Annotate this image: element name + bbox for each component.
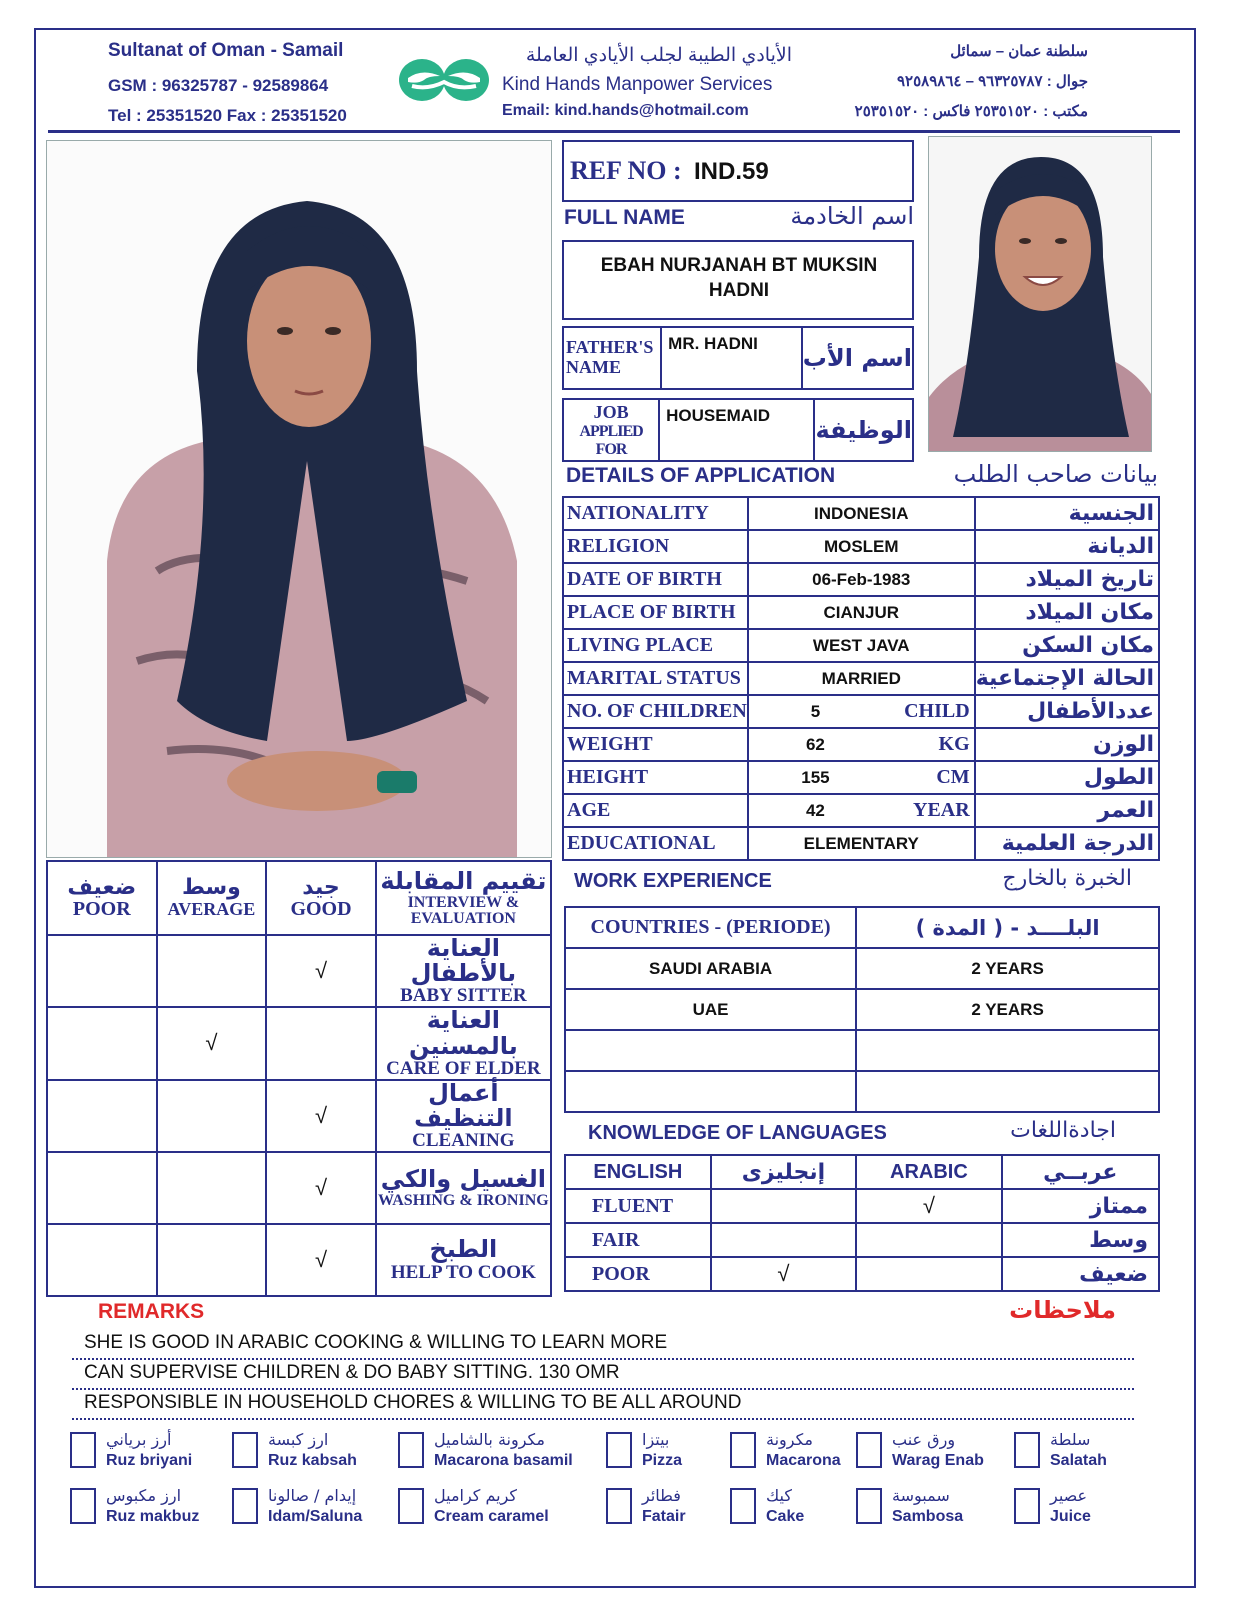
arabic-header: ARABIC bbox=[856, 1155, 1001, 1189]
remark-line-2 bbox=[72, 1360, 1134, 1390]
food-label-ar: كيك bbox=[766, 1486, 792, 1505]
food-label: Pizza bbox=[642, 1452, 683, 1469]
food-checkbox[interactable] bbox=[606, 1488, 632, 1524]
food-checkbox[interactable] bbox=[730, 1432, 756, 1468]
food-label: Ruz makbuz bbox=[106, 1508, 200, 1525]
arabic-cell bbox=[856, 1189, 1001, 1223]
details-row bbox=[563, 563, 1159, 596]
details-label-ar: الدرجة العلمية bbox=[975, 827, 1159, 860]
rating-cell-good bbox=[266, 1224, 375, 1296]
details-unit: KG bbox=[882, 728, 975, 761]
full-name-label-ar: اسم الخادمة bbox=[790, 202, 914, 230]
language-level: FLUENT bbox=[565, 1189, 711, 1223]
food-checkbox[interactable] bbox=[232, 1432, 258, 1468]
rating-cell-good bbox=[266, 1152, 375, 1224]
language-row bbox=[565, 1189, 1159, 1223]
food-label-ar: ارز مكبوس bbox=[106, 1486, 182, 1505]
remark-line-3 bbox=[72, 1390, 1134, 1420]
details-label-ar: الجنسية bbox=[975, 497, 1159, 530]
details-label: NATIONALITY bbox=[563, 497, 748, 530]
english-header-ar: إنجليزى bbox=[711, 1155, 856, 1189]
details-row bbox=[563, 662, 1159, 695]
poor-header: POOR bbox=[72, 898, 131, 921]
details-label: NO. OF CHILDREN bbox=[563, 695, 748, 728]
work-country bbox=[565, 1071, 856, 1112]
skill-label: HELP TO COOK bbox=[390, 1261, 536, 1283]
details-label-ar: الوزن bbox=[975, 728, 1159, 761]
food-label-ar: كريم كراميل bbox=[434, 1486, 518, 1505]
language-level-ar: وسط bbox=[1002, 1223, 1159, 1257]
food-label: Juice bbox=[1050, 1508, 1091, 1525]
details-value: 155 bbox=[748, 761, 882, 794]
details-row bbox=[563, 695, 1159, 728]
company-name-en: Kind Hands Manpower Services bbox=[502, 74, 773, 95]
details-row bbox=[563, 794, 1159, 827]
food-checkbox[interactable] bbox=[730, 1488, 756, 1524]
good-header-ar: جيد bbox=[302, 874, 340, 900]
details-label: WEIGHT bbox=[563, 728, 748, 761]
rating-cell-good bbox=[266, 1080, 375, 1152]
remark-line-1 bbox=[72, 1330, 1134, 1360]
header-gsm: GSM : 96325787 - 92589864 bbox=[108, 76, 329, 95]
tick-icon: √ bbox=[922, 1193, 935, 1218]
food-label-ar: ارز كبسة bbox=[268, 1430, 329, 1449]
food-checkbox[interactable] bbox=[398, 1432, 424, 1468]
evaluation-header: INTERVIEW & EVALUATION bbox=[407, 893, 520, 927]
english-header: ENGLISH bbox=[565, 1155, 711, 1189]
skill-label-ar: العناية بالأطفال bbox=[410, 934, 517, 988]
job-table bbox=[562, 398, 914, 462]
full-name-value: EBAH NURJANAH BT MUKSIN HADNI bbox=[600, 255, 878, 301]
full-body-photo bbox=[46, 140, 552, 858]
work-period bbox=[856, 1071, 1159, 1112]
food-label: Sambosa bbox=[892, 1508, 964, 1525]
rating-cell-poor bbox=[47, 1080, 157, 1152]
rating-cell-average bbox=[157, 935, 267, 1007]
language-row bbox=[565, 1223, 1159, 1257]
english-cell bbox=[711, 1257, 856, 1291]
food-label: Macarona basamil bbox=[434, 1452, 573, 1469]
languages-title-ar: اجادةاللغات bbox=[1010, 1118, 1116, 1143]
details-label: MARITAL STATUS bbox=[563, 662, 748, 695]
work-period: 2 YEARS bbox=[856, 948, 1159, 989]
details-value: CIANJUR bbox=[748, 596, 975, 629]
details-value: MOSLEM bbox=[748, 530, 975, 563]
details-label: HEIGHT bbox=[563, 761, 748, 794]
job-value: HOUSEMAID bbox=[666, 406, 771, 425]
rating-cell-poor bbox=[47, 1007, 157, 1079]
details-value: ELEMENTARY bbox=[748, 827, 975, 860]
header-divider bbox=[48, 130, 1180, 133]
food-label-ar: سلطة bbox=[1050, 1430, 1091, 1449]
work-row bbox=[565, 989, 1159, 1030]
details-table bbox=[562, 496, 1160, 861]
arabic-cell bbox=[856, 1223, 1001, 1257]
food-label: Ruz kabsah bbox=[268, 1452, 357, 1469]
food-label-ar: ورق عنب bbox=[892, 1430, 956, 1449]
details-label: AGE bbox=[563, 794, 748, 827]
details-row bbox=[563, 497, 1159, 530]
food-checkbox[interactable] bbox=[70, 1432, 96, 1468]
header-tel: Tel : 25351520 Fax : 25351520 bbox=[108, 106, 347, 125]
language-level: FAIR bbox=[565, 1223, 711, 1257]
work-col-ar: البلــــد - ( المدة ) bbox=[856, 907, 1159, 948]
food-label-ar: بيتزا bbox=[642, 1430, 670, 1449]
details-label-ar: الطول bbox=[975, 761, 1159, 794]
arabic-header-ar: عربــي bbox=[1002, 1155, 1159, 1189]
food-label-ar: عصير bbox=[1050, 1486, 1088, 1505]
food-label: Cream caramel bbox=[434, 1508, 549, 1525]
skill-cell bbox=[376, 1152, 551, 1224]
company-name-ar: الأيادي الطيبة لجلب الأيادي العاملة bbox=[525, 45, 792, 66]
work-col-countries: COUNTRIES - (PERIODE) bbox=[565, 907, 856, 948]
father-label-ar: اسم الأب bbox=[802, 344, 912, 372]
evaluation-row bbox=[47, 1080, 551, 1152]
food-label-ar: فطائر bbox=[642, 1486, 681, 1505]
details-value: WEST JAVA bbox=[748, 629, 975, 662]
tick-icon: √ bbox=[314, 958, 328, 984]
skill-label-ar: العناية بالمسنين bbox=[408, 1006, 518, 1060]
rating-cell-average bbox=[157, 1224, 267, 1296]
ref-label: REF NO : bbox=[570, 156, 682, 185]
rating-cell-poor bbox=[47, 935, 157, 1007]
food-checkbox[interactable] bbox=[1014, 1488, 1040, 1524]
details-value: 62 bbox=[748, 728, 882, 761]
work-row bbox=[565, 1030, 1159, 1071]
tick-icon: √ bbox=[205, 1030, 218, 1056]
food-label-ar: مكرونة bbox=[766, 1430, 813, 1449]
food-checkbox[interactable] bbox=[232, 1488, 258, 1524]
skill-label-ar: أعمال التنظيف bbox=[414, 1078, 513, 1132]
rating-cell-poor bbox=[47, 1152, 157, 1224]
skill-label: WASHING & IRONING bbox=[378, 1191, 549, 1209]
father-label: FATHER'S NAME bbox=[566, 337, 654, 377]
skill-label: BABY SITTER bbox=[400, 985, 527, 1007]
work-country: SAUDI ARABIA bbox=[565, 948, 856, 989]
food-label-ar: سمبوسة bbox=[892, 1486, 950, 1505]
details-unit: YEAR bbox=[882, 794, 975, 827]
work-row bbox=[565, 1071, 1159, 1112]
details-value: MARRIED bbox=[748, 662, 975, 695]
details-label-ar: مكان السكن bbox=[975, 629, 1159, 662]
evaluation-table bbox=[46, 860, 552, 1297]
work-country bbox=[565, 1030, 856, 1071]
work-table bbox=[564, 906, 1160, 1113]
rating-cell-average bbox=[157, 1080, 267, 1152]
header-location-ar: سلطنة عمان – سمائل bbox=[950, 43, 1088, 60]
language-level-ar: ضعيف bbox=[1002, 1257, 1159, 1291]
details-unit: CHILD bbox=[882, 695, 975, 728]
food-label: Salatah bbox=[1050, 1452, 1107, 1469]
kind-hands-logo-icon bbox=[398, 56, 490, 104]
header-location: Sultanat of Oman - Samail bbox=[108, 40, 344, 61]
details-label-ar: الديانة bbox=[975, 530, 1159, 563]
food-label: Cake bbox=[766, 1508, 805, 1525]
good-header: GOOD bbox=[290, 898, 352, 921]
details-value: INDONESIA bbox=[748, 497, 975, 530]
food-label: Macarona bbox=[766, 1452, 841, 1469]
average-header: AVERAGE bbox=[167, 899, 256, 920]
food-checkbox[interactable] bbox=[398, 1488, 424, 1524]
food-label: Ruz briyani bbox=[106, 1452, 193, 1469]
evaluation-row bbox=[47, 1007, 551, 1079]
tick-icon: √ bbox=[314, 1102, 328, 1128]
language-row bbox=[565, 1257, 1159, 1291]
details-value: 42 bbox=[748, 794, 882, 827]
details-label: RELIGION bbox=[563, 530, 748, 563]
details-label-ar: العمر bbox=[975, 794, 1159, 827]
skill-label-ar: الطبخ bbox=[429, 1235, 498, 1264]
evaluation-row bbox=[47, 1152, 551, 1224]
job-label-line2: APPLIED FOR bbox=[579, 422, 643, 458]
skill-label: CARE OF ELDER bbox=[386, 1057, 541, 1079]
header-office-ar: مكتب : ٢٥٣٥١٥٢٠ فاكس : ٢٥٣٥١٥٢٠ bbox=[854, 103, 1088, 120]
language-level-ar: ممتاز bbox=[1002, 1189, 1159, 1223]
details-value: 06-Feb-1983 bbox=[748, 563, 975, 596]
ref-box bbox=[562, 140, 914, 202]
food-checkbox[interactable] bbox=[856, 1432, 882, 1468]
work-period: 2 YEARS bbox=[856, 989, 1159, 1030]
tick-icon: √ bbox=[314, 1246, 328, 1272]
details-row bbox=[563, 827, 1159, 860]
details-label: EDUCATIONAL bbox=[563, 827, 748, 860]
arabic-cell bbox=[856, 1257, 1001, 1291]
food-label: Warag Enab bbox=[892, 1452, 984, 1469]
details-label-ar: مكان الميلاد bbox=[975, 596, 1159, 629]
poor-header-ar: ضعيف bbox=[67, 874, 137, 900]
details-label: PLACE OF BIRTH bbox=[563, 596, 748, 629]
company-email: Email: kind.hands@hotmail.com bbox=[502, 102, 749, 119]
details-label: LIVING PLACE bbox=[563, 629, 748, 662]
food-checkbox[interactable] bbox=[606, 1432, 632, 1468]
job-label-ar: الوظيفة bbox=[815, 416, 912, 444]
skill-label-ar: الغسيل والكي bbox=[380, 1165, 546, 1194]
skill-cell bbox=[376, 1224, 551, 1296]
portrait-photo bbox=[928, 136, 1152, 452]
tick-icon: √ bbox=[777, 1261, 790, 1286]
skill-label: CLEANING bbox=[412, 1130, 515, 1151]
language-level: POOR bbox=[565, 1257, 711, 1291]
full-name-box bbox=[562, 240, 914, 320]
remark-text-1: SHE IS GOOD IN ARABIC COOKING & WILLING TO LEARN MORE bbox=[84, 1332, 668, 1353]
evaluation-row bbox=[47, 935, 551, 1007]
job-label-line1: JOB bbox=[593, 401, 629, 422]
header-mobile-ar: جوال : ٩٦٣٢٥٧٨٧ – ٩٢٥٨٩٨٦٤ bbox=[896, 73, 1088, 90]
rating-cell-good bbox=[266, 935, 375, 1007]
rating-cell-average bbox=[157, 1007, 267, 1079]
average-header-ar: وسط bbox=[181, 874, 241, 900]
work-title-ar: الخبرة بالخارج bbox=[1002, 866, 1132, 891]
details-label-ar: تاريخ الميلاد bbox=[975, 563, 1159, 596]
rating-cell-average bbox=[157, 1152, 267, 1224]
details-row bbox=[563, 761, 1159, 794]
details-row bbox=[563, 596, 1159, 629]
details-label-ar: عددالأطفال bbox=[975, 695, 1159, 728]
remarks-title-ar: ملاحظات bbox=[1009, 1296, 1116, 1324]
details-row bbox=[563, 629, 1159, 662]
details-row bbox=[563, 530, 1159, 563]
food-label: Idam/Saluna bbox=[268, 1508, 363, 1525]
work-period bbox=[856, 1030, 1159, 1071]
food-label: Fatair bbox=[642, 1508, 686, 1525]
food-checkbox[interactable] bbox=[70, 1488, 96, 1524]
skill-cell bbox=[376, 935, 551, 1007]
full-name-label: FULL NAME bbox=[564, 206, 685, 229]
food-checkbox[interactable] bbox=[856, 1488, 882, 1524]
ref-value: IND.59 bbox=[694, 158, 769, 185]
details-title-ar: بيانات صاحب الطلب bbox=[953, 460, 1158, 488]
details-label-ar: الحالة الإجتماعية bbox=[975, 662, 1159, 695]
details-title: DETAILS OF APPLICATION bbox=[566, 464, 836, 487]
food-checkbox[interactable] bbox=[1014, 1432, 1040, 1468]
application-form bbox=[34, 28, 1196, 1588]
work-country: UAE bbox=[565, 989, 856, 1030]
english-cell bbox=[711, 1189, 856, 1223]
tick-icon: √ bbox=[314, 1174, 328, 1200]
details-row bbox=[563, 728, 1159, 761]
remark-text-2: CAN SUPERVISE CHILDREN & DO BABY SITTING. 130 OMR bbox=[84, 1362, 620, 1383]
food-label-ar: أرز برياني bbox=[106, 1430, 172, 1449]
languages-table bbox=[564, 1154, 1160, 1292]
rating-cell-good bbox=[266, 1007, 375, 1079]
father-table bbox=[562, 326, 914, 390]
details-value: 5 bbox=[748, 695, 882, 728]
evaluation-row bbox=[47, 1224, 551, 1296]
languages-title: KNOWLEDGE OF LANGUAGES bbox=[588, 1122, 887, 1144]
remarks-title: REMARKS bbox=[98, 1300, 205, 1323]
skill-cell bbox=[376, 1007, 551, 1079]
details-unit: CM bbox=[882, 761, 975, 794]
details-label: DATE OF BIRTH bbox=[563, 563, 748, 596]
work-row bbox=[565, 948, 1159, 989]
rating-cell-poor bbox=[47, 1224, 157, 1296]
evaluation-header-ar: تقييم المقابلة bbox=[380, 867, 547, 896]
work-title: WORK EXPERIENCE bbox=[574, 870, 772, 892]
father-value: MR. HADNI bbox=[668, 334, 758, 353]
skill-cell bbox=[376, 1080, 551, 1152]
food-label-ar: مكرونة بالشاميل bbox=[434, 1430, 545, 1449]
english-cell bbox=[711, 1223, 856, 1257]
food-label-ar: إيدام / صالونا bbox=[268, 1486, 357, 1505]
remark-text-3: RESPONSIBLE IN HOUSEHOLD CHORES & WILLING TO BE ALL AROUND bbox=[84, 1392, 742, 1413]
